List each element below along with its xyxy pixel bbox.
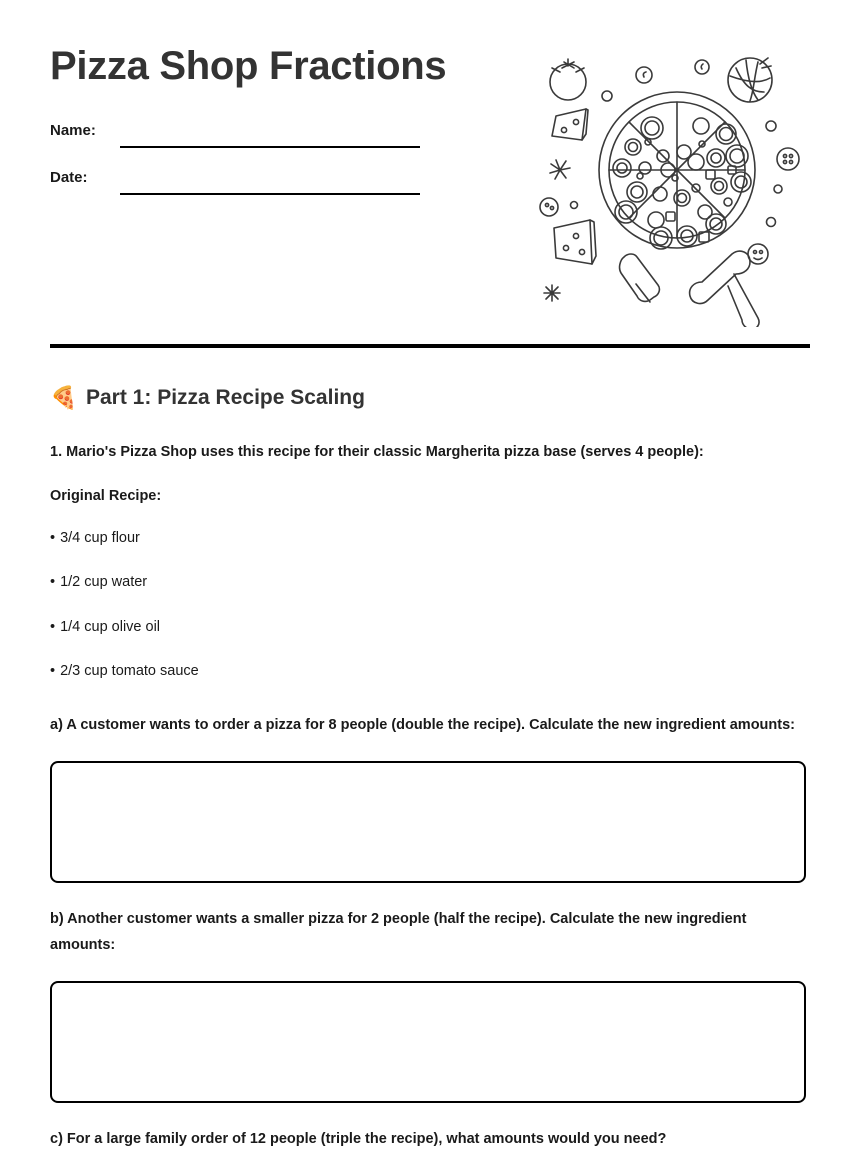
part1-heading-label: Part 1: Pizza Recipe Scaling (86, 386, 365, 409)
question-1a-prompt: a) A customer wants to order a pizza for 8 people (double the recipe). Calculate the new ingredient amounts: (50, 717, 795, 734)
ingredient-label: 3/4 cup flour (60, 529, 140, 546)
ingredient-label: 1/2 cup water (60, 574, 148, 591)
ingredient-item (50, 574, 810, 591)
header-divider (50, 344, 810, 348)
ingredient-item (50, 530, 810, 547)
answer-box-1b[interactable] (50, 981, 806, 1103)
name-field-row (50, 122, 430, 139)
ingredient-item (50, 619, 810, 636)
page-title: Pizza Shop Fractions (50, 44, 447, 88)
question-1-text: 1. Mario's Pizza Shop uses this recipe for their classic Margherita pizza base (serves 4 people): (50, 444, 704, 460)
pizza-illustration (530, 52, 820, 327)
worksheet-body (50, 386, 810, 1175)
bullet-icon: • (50, 662, 56, 679)
name-field-input[interactable] (120, 146, 420, 148)
question-1b-prompt: b) Another customer wants a smaller pizza for 2 people (half the recipe). Calculate the new ingredient amounts: (50, 911, 747, 953)
original-recipe-heading: Original Recipe: (50, 487, 162, 504)
pizza-illustration-svg (530, 52, 820, 327)
bullet-icon: • (50, 574, 56, 591)
pizza-slice-icon: 🍕 (50, 385, 78, 410)
date-field-label: Date: (50, 169, 88, 186)
question-1c-prompt: c) For a large family order of 12 people (triple the recipe), what amounts would you need? (50, 1130, 667, 1147)
bullet-icon: • (50, 618, 56, 635)
ingredient-label: 2/3 cup tomato sauce (60, 662, 199, 679)
answer-box-1a[interactable] (50, 761, 806, 883)
ingredient-item (50, 663, 810, 680)
name-field-label: Name: (50, 122, 96, 139)
date-field-input[interactable] (120, 193, 420, 195)
bullet-icon: • (50, 529, 56, 546)
ingredient-label: 1/4 cup olive oil (60, 618, 161, 635)
part1-heading (50, 386, 810, 410)
date-field-row (50, 169, 430, 186)
